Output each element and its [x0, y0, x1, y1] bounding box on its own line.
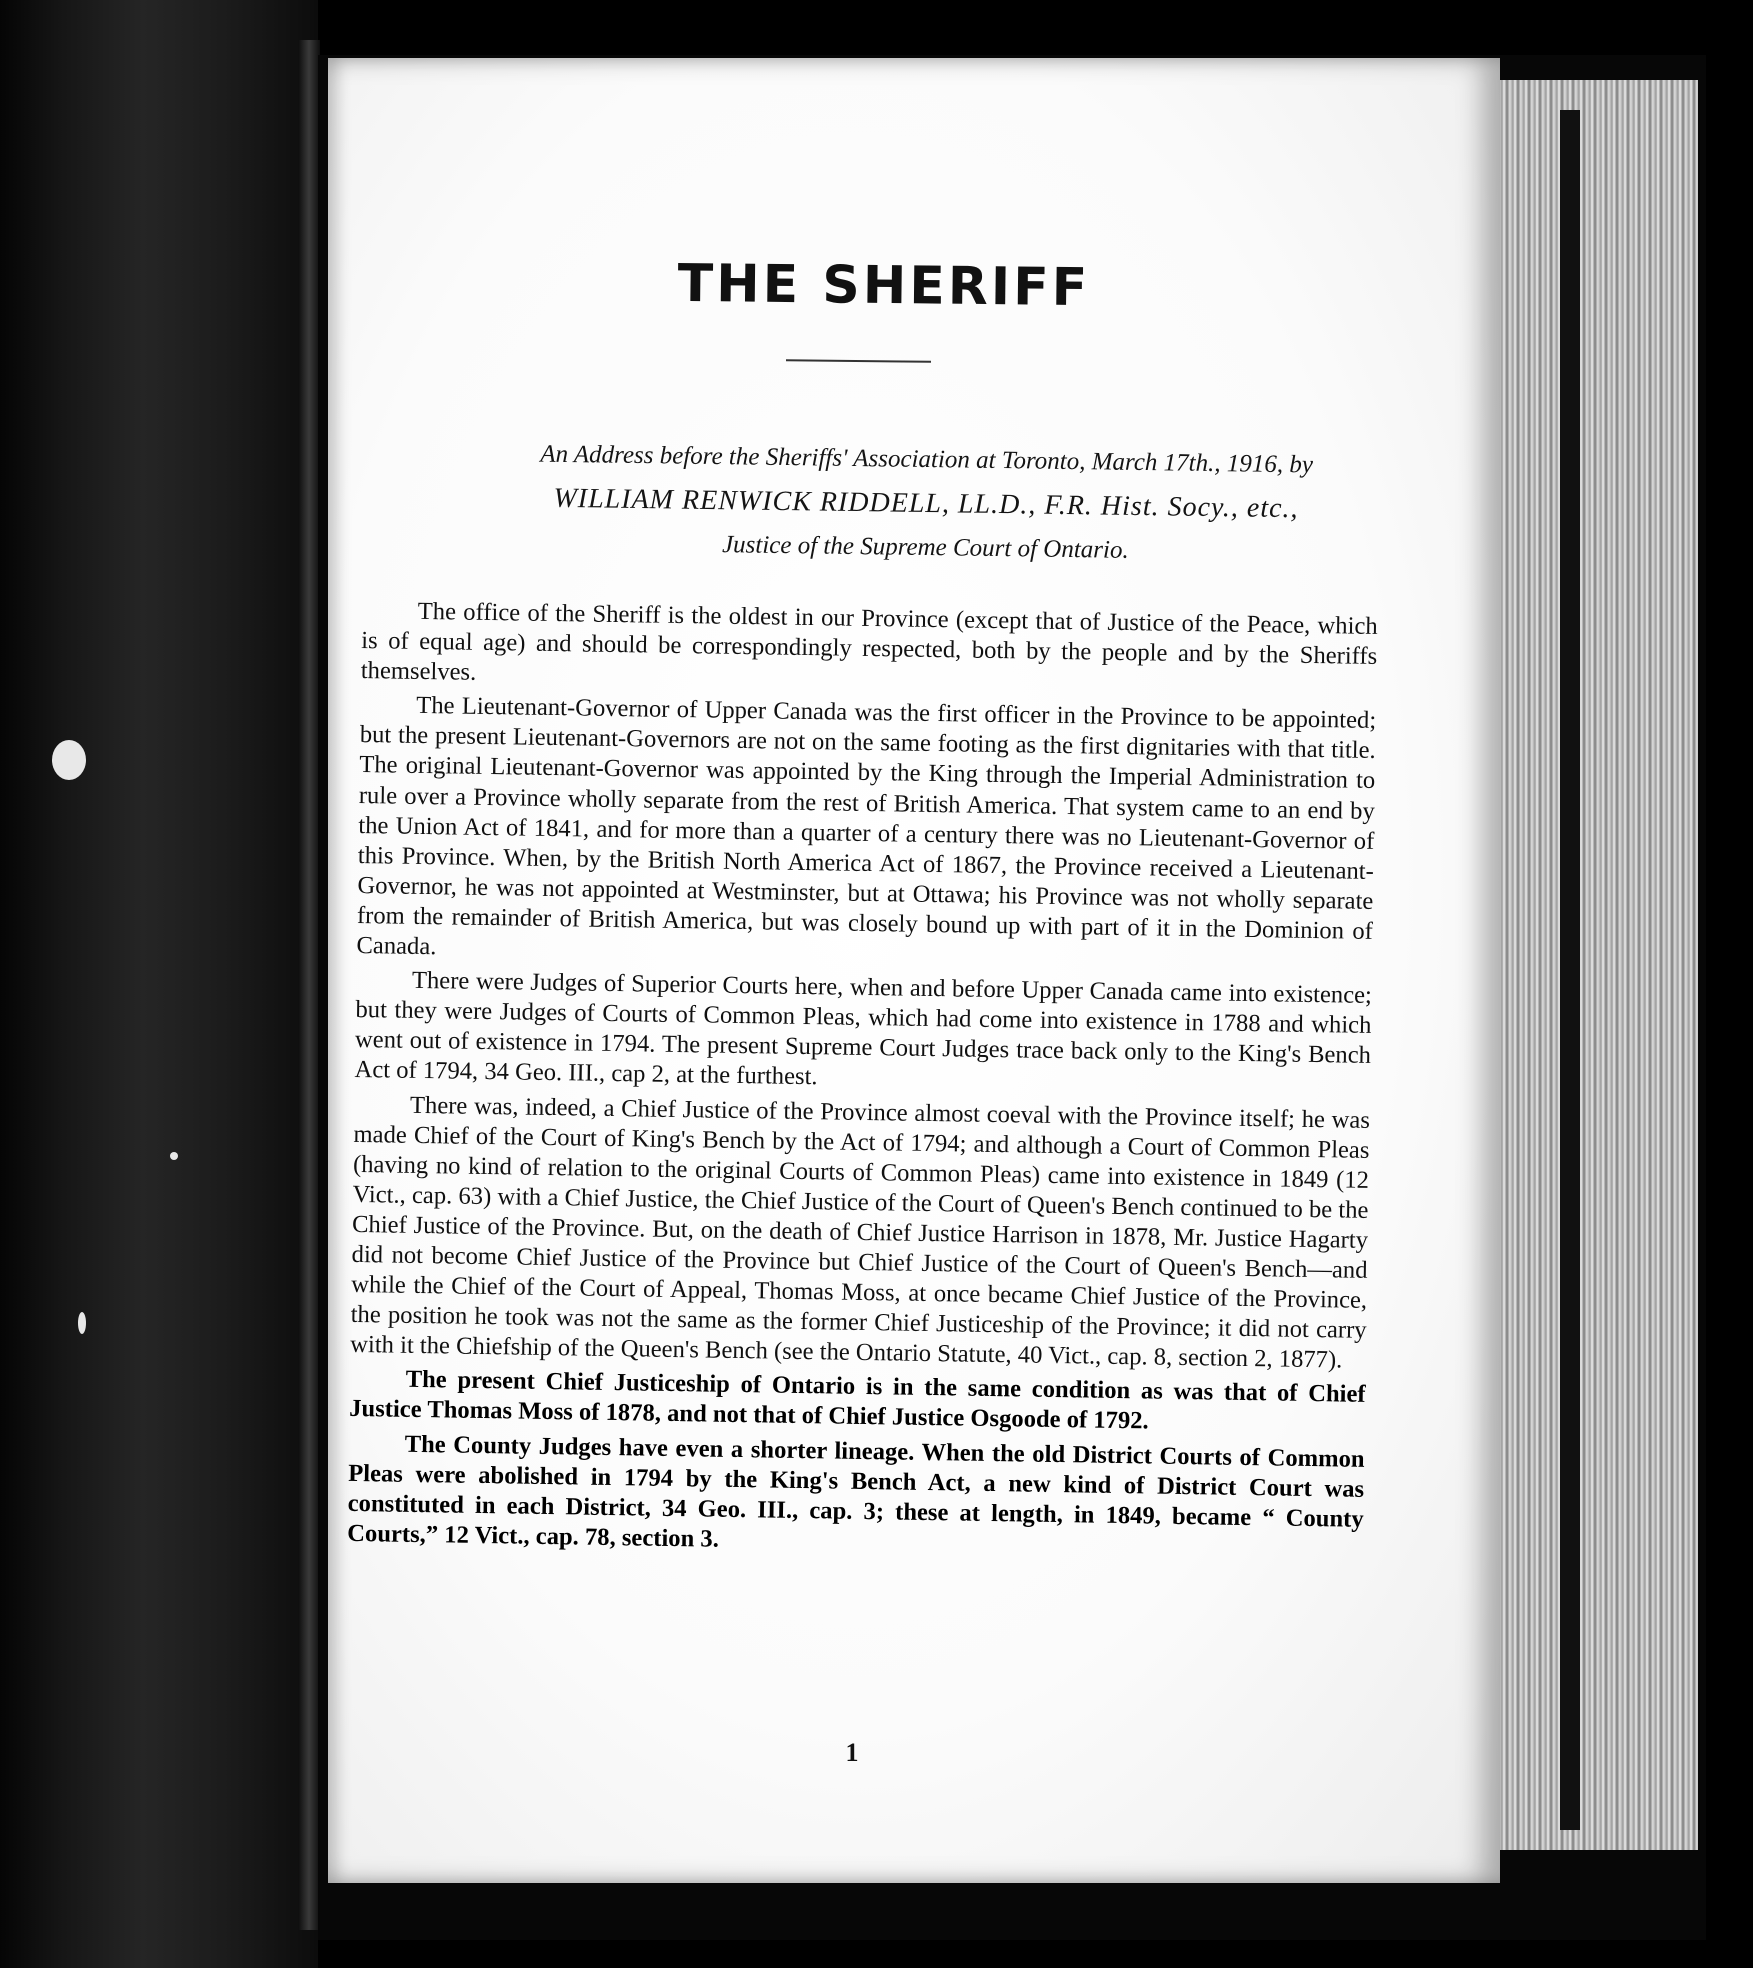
page-title: THE SHERIFF: [677, 253, 1091, 319]
spine-edge: [298, 40, 320, 1930]
paragraph: The Lieutenant-Governor of Upper Canada was the first officer in the Province to be appointed; but the present Lieutenant-Governors are not on the same footing as the first dignitaries with that title. The original Lieutenant-Governor was appointed by the King through the Imperial Administration to rule over a Province wholly separate from the rest of British America. That system came to an end by the Union Act of 1841, and for more than a quarter of a century there was no Lieutenant-Governor of this Province. When, by the British North America Act of 1867, the Province received a Lieutenant-Governor, he was not appointed at Westminster, but at Ottawa; his Province was not wholly separate from the remainder of British America, but was closely bound up with part of it in the Dominion of Canada.: [356, 692, 1377, 961]
paragraph: There were Judges of Superior Courts here, when and before Upper Canada came into existence; but they were Judges of Courts of Common Pleas, which had come into existence in 1788 and which went out of existence in 1794. The present Supreme Court Judges trace back only to the King's Bench Act of 1794, 34 Geo. III., cap 2, at the furthest.: [354, 966, 1373, 1091]
paragraph: The office of the Sheriff is the oldest in our Province (except that of Justice of the Peace, which is of equal age) and should be correspondingly respected, both by the people and by the Sheriffs themselves.: [360, 597, 1378, 686]
title-rule: [786, 359, 931, 363]
paragraph: There was, indeed, a Chief Justice of the Province almost coeval with the Province itself; he was made Chief of the Court of King's Bench by the Act of 1794; and although a Court of Common Pleas (having no kind of relation to the original Courts of Common Pleas) came into existence in 1849 (12 Vict., cap. 63) with a Chief Justice, the Chief Justice of the Court of Queen's Bench continued to be the Chief Justice of the Province. But, on the death of Chief Justice Harrison in 1878, Mr. Justice Hagarty did not become Chief Justice of the Province but Chief Justice of the Court of Queen's Bench—and while the Chief of the Court of Appeal, Thomas Moss, at once became Chief Justice of the Province, the position he took was not the same as the former Chief Justiceship of the Province; it did not carry with it the Chiefship of the Queen's Bench (see the Ontario Statute, 40 Vict., cap. 8, section 2, 1877).: [350, 1091, 1371, 1374]
paragraph: The County Judges have even a shorter lineage. When the old District Courts of Common Pleas were abolished in 1794 by the King's Bench Act, a new kind of District Court was constituted in each District, 34 Geo. III., cap. 3; these at length, in 1849, became “ County Courts,” 12 Vict., cap. 78, section 3.: [347, 1430, 1365, 1553]
book-spine: [0, 0, 318, 1968]
page-edge-shadow: [1560, 110, 1580, 1830]
page-number: 1: [845, 1738, 859, 1767]
dust-speck: [52, 740, 86, 780]
address-header: [395, 431, 1457, 578]
document-page: [328, 58, 1500, 1883]
author-line: WILLIAM RENWICK RIDDELL, LL.D., F.R. Hist. Socy., etc.,: [553, 482, 1299, 525]
address-line: An Address before the Sheriffs' Association at Toronto, March 17th., 1916, by: [540, 440, 1314, 479]
dust-speck: [78, 1312, 86, 1334]
author-title-line: Justice of the Supreme Court of Ontario.: [721, 531, 1129, 564]
paragraph: The present Chief Justiceship of Ontario is in the same condition as was that of Chief Justice Thomas Moss of 1878, and not that of Chief Justice Osgoode of 1792.: [349, 1366, 1366, 1435]
page-edges: [1488, 80, 1698, 1850]
dust-speck: [170, 1152, 178, 1160]
body-text: [347, 596, 1378, 1569]
